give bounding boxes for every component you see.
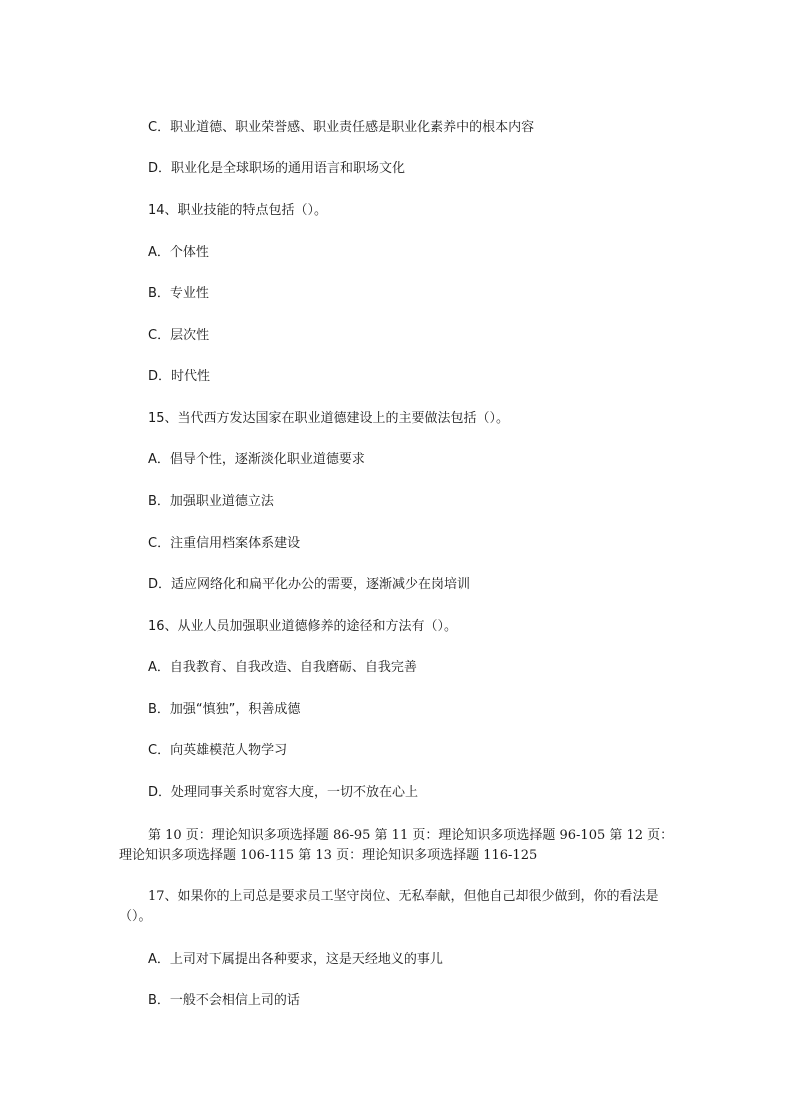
question-16: 16、从业人员加强职业道德修养的途径和方法有（）。 <box>148 619 458 634</box>
option-16c: C．向英雄模范人物学习 <box>148 743 288 758</box>
option-14a: A．个体性 <box>148 245 209 260</box>
question-15: 15、当代西方发达国家在职业道德建设上的主要做法包括（）。 <box>148 411 510 426</box>
option-17a: A．上司对下属提出各种要求，这是天经地义的事儿 <box>148 952 443 967</box>
option-17b: B．一般不会相信上司的话 <box>148 993 300 1008</box>
question-14: 14、职业技能的特点包括（）。 <box>148 203 328 218</box>
option-14b: B．专业性 <box>148 286 209 301</box>
page-navigation-links[interactable]: 第 10 页：理论知识多项选择题 86-95 第 11 页：理论知识多项选择题 96-105 第 12 页：理论知识多项选择题 106-115 第 13 页：理论知识多项选择题 116-125 <box>119 828 674 863</box>
option-13c: C．职业道德、职业荣誉感、职业责任感是职业化素养中的根本内容 <box>148 120 535 135</box>
option-15c: C．注重信用档案体系建设 <box>148 536 301 551</box>
option-16a: A．自我教育、自我改造、自我磨砺、自我完善 <box>148 660 417 675</box>
option-14d: D．时代性 <box>148 369 211 384</box>
option-15d: D．适应网络化和扁平化办公的需要，逐渐减少在岗培训 <box>148 577 471 592</box>
option-14c: C．层次性 <box>148 328 210 343</box>
option-15b: B．加强职业道德立法 <box>148 494 274 509</box>
option-13d: D．职业化是全球职场的通用语言和职场文化 <box>148 161 406 176</box>
question-17: 17、如果你的上司总是要求员工坚守岗位、无私奉献，但他自己却很少做到，你的看法是（）。 <box>119 889 659 924</box>
option-16d: D．处理同事关系时宽容大度，一切不放在心上 <box>148 785 419 800</box>
option-16b: B．加强“慎独”，积善成德 <box>148 702 301 717</box>
option-15a: A．倡导个性，逐渐淡化职业道德要求 <box>148 452 365 467</box>
